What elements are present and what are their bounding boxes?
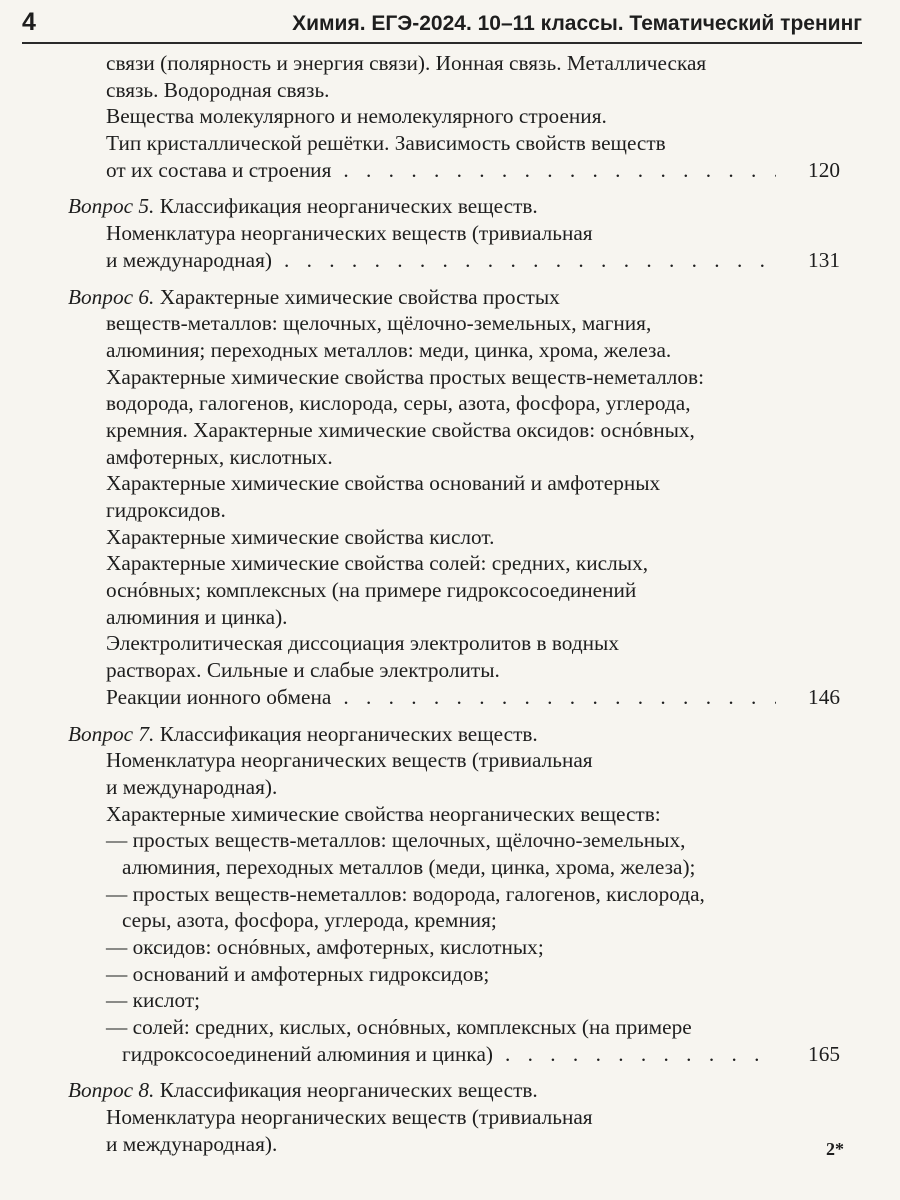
toc-line-text: и международная). <box>106 774 278 799</box>
dot-leader <box>343 684 776 711</box>
dot-leader <box>505 1041 776 1068</box>
running-header <box>22 10 862 44</box>
toc-line <box>68 827 840 854</box>
toc-line <box>68 934 840 961</box>
toc-line <box>68 247 840 274</box>
toc-line-text: алюминия и цинка). <box>106 604 288 629</box>
toc-line <box>68 721 840 748</box>
toc-line-text: связи (полярность и энергия связи). Ионная связь. Металлическая <box>106 51 707 75</box>
toc-line <box>68 774 840 801</box>
page-reference: 146 <box>808 684 840 709</box>
signature-mark: 2* <box>826 1139 844 1159</box>
toc-line <box>68 987 840 1014</box>
toc-line-text: — простых веществ-металлов: щелочных, щёлочно-земельных, <box>106 828 686 853</box>
toc-line-text: водорода, галогенов, кислорода, серы, азота, фосфора, углерода, <box>106 391 691 416</box>
toc-entry <box>68 193 840 273</box>
entry-spacer <box>68 1067 840 1077</box>
toc-line-text: гидроксосоединений алюминия и цинка) <box>106 1041 493 1066</box>
toc-line-text: Характерные химические свойства кислот. <box>106 524 495 549</box>
toc-line <box>68 337 840 364</box>
page-number: 4 <box>22 8 36 36</box>
page-reference: 165 <box>808 1041 840 1066</box>
toc-line-text: Номенклатура неорганических веществ (тривиальная <box>106 748 593 773</box>
toc-line-text: Номенклатура неорганических веществ (тривиальная <box>106 1105 593 1130</box>
toc-line <box>68 961 840 988</box>
toc-line-text: Характерные химические свойства неорганических веществ: <box>106 801 661 826</box>
toc-line-text: и международная). <box>106 1131 278 1156</box>
toc-line <box>68 417 840 444</box>
toc-line <box>68 1131 840 1158</box>
toc-line <box>68 577 840 604</box>
toc-line-text: веществ-металлов: щелочных, щёлочно-земельных, магния, <box>106 311 652 336</box>
toc-line <box>68 1104 840 1131</box>
toc-line <box>68 444 840 471</box>
entry-spacer <box>68 274 840 284</box>
toc-entry <box>68 284 840 711</box>
toc-line-text: связь. Водородная связь. <box>106 77 330 102</box>
dot-leader <box>284 247 776 274</box>
toc-line <box>68 193 840 220</box>
toc-line <box>68 364 840 391</box>
toc-line-text: — оснований и амфотерных гидроксидов; <box>106 961 490 986</box>
toc-line-text: от их состава и строения <box>106 157 332 182</box>
question-label: Вопрос 6. <box>68 284 155 309</box>
toc-line <box>68 684 840 711</box>
toc-line-text: алюминия; переходных металлов: меди, цинка, хрома, железа. <box>106 337 672 362</box>
toc-line-text: Характерные химические свойства простых <box>159 284 560 309</box>
toc-line-text: и международная) <box>106 247 272 272</box>
toc-line-text: Номенклатура неорганических веществ (тривиальная <box>106 221 593 246</box>
toc-line <box>68 1077 840 1104</box>
toc-line <box>68 470 840 497</box>
toc-line <box>68 854 840 881</box>
toc-entry <box>68 50 840 183</box>
toc-line-text: Характерные химические свойства оснований и амфотерных <box>106 471 661 496</box>
toc-line <box>68 550 840 577</box>
page-reference: 120 <box>808 157 840 182</box>
question-label: Вопрос 8. <box>68 1078 155 1103</box>
toc-line-text: Характерные химические свойства простых веществ-неметаллов: <box>106 364 704 389</box>
dot-leader <box>343 157 776 184</box>
toc-line-text: кремния. Характерные химические свойства оксидов: оснóвных, <box>106 417 695 442</box>
running-title: Химия. ЕГЭ-2024. 10–11 классы. Тематический тренинг <box>292 12 862 35</box>
toc-line <box>68 524 840 551</box>
question-label: Вопрос 5. <box>68 194 155 219</box>
toc-line-text: растворах. Сильные и слабые электролиты. <box>106 658 500 683</box>
toc-line <box>68 497 840 524</box>
toc-entry <box>68 721 840 1068</box>
toc-line-text: — простых веществ-неметаллов: водорода, галогенов, кислорода, <box>106 881 705 906</box>
entry-spacer <box>68 183 840 193</box>
toc-line-text: оснóвных; комплексных (на примере гидроксосоединений <box>106 578 637 603</box>
toc-line-text: Характерные химические свойства солей: средних, кислых, <box>106 551 649 576</box>
toc-line-text: Классификация неорганических веществ. <box>159 721 538 746</box>
toc-line <box>68 657 840 684</box>
toc-line <box>68 801 840 828</box>
toc-line <box>68 220 840 247</box>
toc-line <box>68 157 840 184</box>
toc-line-text: алюминия, переходных металлов (меди, цинка, хрома, железа); <box>106 854 696 879</box>
toc-line-text: гидроксидов. <box>106 498 226 522</box>
toc-line <box>68 310 840 337</box>
toc-line-text: Классификация неорганических веществ. <box>159 194 538 219</box>
table-of-contents <box>68 50 840 1158</box>
toc-line <box>68 1014 840 1041</box>
toc-line <box>68 130 840 157</box>
toc-line-text: Реакции ионного обмена <box>106 684 332 709</box>
toc-line <box>68 77 840 104</box>
toc-line <box>68 604 840 631</box>
toc-line-text: Классификация неорганических веществ. <box>159 1078 538 1103</box>
toc-line <box>68 747 840 774</box>
toc-line-text: — оксидов: оснóвных, амфотерных, кислотных; <box>106 935 544 959</box>
toc-line <box>68 103 840 130</box>
question-label: Вопрос 7. <box>68 721 155 746</box>
toc-line <box>68 1041 840 1068</box>
toc-line-text: Электролитическая диссоциация электролитов в водных <box>106 631 620 656</box>
toc-line-text: Вещества молекулярного и немолекулярного строения. <box>106 104 607 129</box>
toc-line <box>68 881 840 908</box>
toc-line-text: — солей: средних, кислых, оснóвных, комплексных (на примере <box>106 1015 692 1040</box>
toc-line-text: амфотерных, кислотных. <box>106 444 333 469</box>
toc-line-text: серы, азота, фосфора, углерода, кремния; <box>106 908 497 933</box>
toc-line <box>68 284 840 311</box>
toc-line <box>68 907 840 934</box>
toc-line <box>68 390 840 417</box>
toc-line <box>68 630 840 657</box>
page-reference: 131 <box>808 247 840 272</box>
entry-spacer <box>68 711 840 721</box>
toc-line <box>68 50 840 77</box>
toc-entry <box>68 1077 840 1157</box>
toc-line-text: Тип кристаллической решётки. Зависимость свойств веществ <box>106 131 666 156</box>
toc-line-text: — кислот; <box>106 988 201 1013</box>
